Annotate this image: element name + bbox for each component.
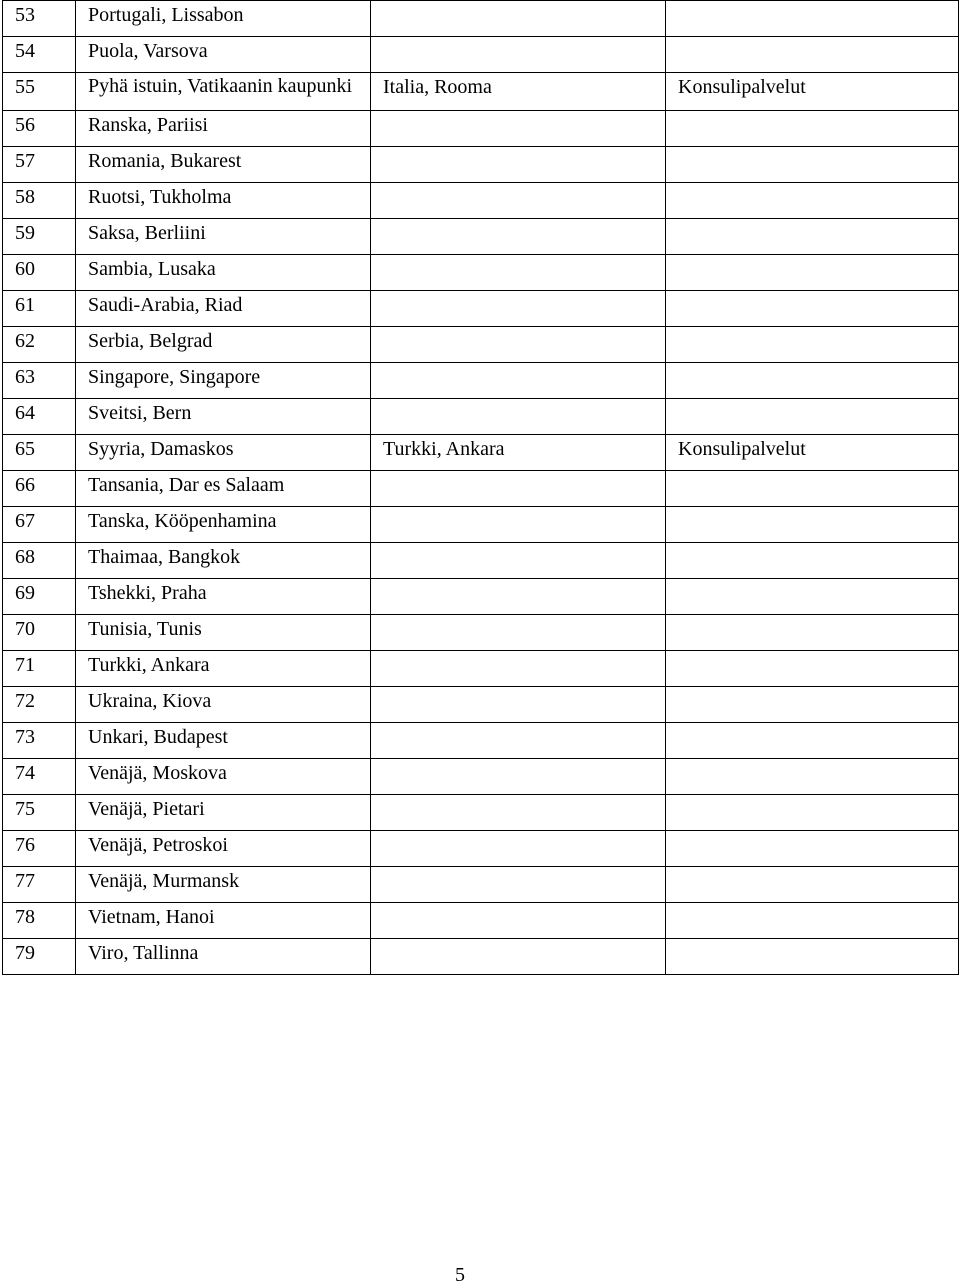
row-number-cell: 71 bbox=[3, 651, 76, 687]
handling-mission-cell bbox=[371, 471, 666, 507]
embassy-table-body bbox=[3, 1, 959, 975]
embassy-location-cell: Sveitsi, Bern bbox=[76, 399, 371, 435]
service-cell bbox=[666, 183, 959, 219]
service-cell bbox=[666, 111, 959, 147]
table-row bbox=[3, 831, 959, 867]
handling-mission-cell: Italia, Rooma bbox=[371, 73, 666, 111]
handling-mission-cell bbox=[371, 831, 666, 867]
row-number-cell: 76 bbox=[3, 831, 76, 867]
handling-mission-cell bbox=[371, 759, 666, 795]
service-cell bbox=[666, 615, 959, 651]
table-row bbox=[3, 435, 959, 471]
row-number-cell: 61 bbox=[3, 291, 76, 327]
service-cell bbox=[666, 687, 959, 723]
table-row bbox=[3, 903, 959, 939]
service-cell bbox=[666, 291, 959, 327]
handling-mission-cell bbox=[371, 687, 666, 723]
table-row bbox=[3, 327, 959, 363]
handling-mission-cell bbox=[371, 903, 666, 939]
row-number-cell: 58 bbox=[3, 183, 76, 219]
service-cell bbox=[666, 723, 959, 759]
embassy-location-cell: Venäjä, Murmansk bbox=[76, 867, 371, 903]
embassy-location-cell: Romania, Bukarest bbox=[76, 147, 371, 183]
service-cell bbox=[666, 147, 959, 183]
table-row bbox=[3, 795, 959, 831]
handling-mission-cell bbox=[371, 579, 666, 615]
service-cell bbox=[666, 867, 959, 903]
table-row bbox=[3, 255, 959, 291]
embassy-location-cell: Ranska, Pariisi bbox=[76, 111, 371, 147]
row-number-cell: 54 bbox=[3, 37, 76, 73]
embassy-location-cell: Unkari, Budapest bbox=[76, 723, 371, 759]
table-row bbox=[3, 615, 959, 651]
handling-mission-cell bbox=[371, 291, 666, 327]
table-row bbox=[3, 759, 959, 795]
embassy-location-cell: Pyhä istuin, Vatikaanin kaupunki bbox=[76, 73, 371, 111]
embassy-location-cell: Ukraina, Kiova bbox=[76, 687, 371, 723]
handling-mission-cell bbox=[371, 1, 666, 37]
service-cell bbox=[666, 1, 959, 37]
row-number-cell: 65 bbox=[3, 435, 76, 471]
embassy-location-cell: Puola, Varsova bbox=[76, 37, 371, 73]
handling-mission-cell bbox=[371, 327, 666, 363]
service-cell bbox=[666, 471, 959, 507]
row-number-cell: 62 bbox=[3, 327, 76, 363]
handling-mission-cell bbox=[371, 363, 666, 399]
table-row bbox=[3, 291, 959, 327]
embassy-location-cell: Ruotsi, Tukholma bbox=[76, 183, 371, 219]
embassy-location-cell: Syyria, Damaskos bbox=[76, 435, 371, 471]
handling-mission-cell bbox=[371, 111, 666, 147]
handling-mission-cell bbox=[371, 219, 666, 255]
row-number-cell: 57 bbox=[3, 147, 76, 183]
row-number-cell: 60 bbox=[3, 255, 76, 291]
table-row bbox=[3, 363, 959, 399]
table-row bbox=[3, 147, 959, 183]
table-row bbox=[3, 1, 959, 37]
handling-mission-cell bbox=[371, 183, 666, 219]
embassy-location-cell: Tshekki, Praha bbox=[76, 579, 371, 615]
table-row bbox=[3, 543, 959, 579]
handling-mission-cell bbox=[371, 147, 666, 183]
embassy-location-cell: Venäjä, Petroskoi bbox=[76, 831, 371, 867]
handling-mission-cell: Turkki, Ankara bbox=[371, 435, 666, 471]
service-cell bbox=[666, 651, 959, 687]
service-cell bbox=[666, 255, 959, 291]
handling-mission-cell bbox=[371, 723, 666, 759]
row-number-cell: 75 bbox=[3, 795, 76, 831]
embassy-location-cell: Turkki, Ankara bbox=[76, 651, 371, 687]
embassy-location-cell: Sambia, Lusaka bbox=[76, 255, 371, 291]
handling-mission-cell bbox=[371, 615, 666, 651]
row-number-cell: 70 bbox=[3, 615, 76, 651]
table-row bbox=[3, 939, 959, 975]
service-cell bbox=[666, 579, 959, 615]
table-row bbox=[3, 579, 959, 615]
page-number: 5 bbox=[455, 1264, 465, 1286]
handling-mission-cell bbox=[371, 37, 666, 73]
embassy-location-cell: Thaimaa, Bangkok bbox=[76, 543, 371, 579]
row-number-cell: 66 bbox=[3, 471, 76, 507]
row-number-cell: 67 bbox=[3, 507, 76, 543]
row-number-cell: 79 bbox=[3, 939, 76, 975]
service-cell bbox=[666, 363, 959, 399]
embassy-location-cell: Saksa, Berliini bbox=[76, 219, 371, 255]
table-row bbox=[3, 651, 959, 687]
embassy-location-cell: Saudi-Arabia, Riad bbox=[76, 291, 371, 327]
handling-mission-cell bbox=[371, 543, 666, 579]
handling-mission-cell bbox=[371, 795, 666, 831]
table-row bbox=[3, 867, 959, 903]
table-row bbox=[3, 183, 959, 219]
handling-mission-cell bbox=[371, 507, 666, 543]
table-row bbox=[3, 37, 959, 73]
handling-mission-cell bbox=[371, 939, 666, 975]
embassy-location-cell: Portugali, Lissabon bbox=[76, 1, 371, 37]
table-row bbox=[3, 687, 959, 723]
row-number-cell: 56 bbox=[3, 111, 76, 147]
row-number-cell: 73 bbox=[3, 723, 76, 759]
service-cell bbox=[666, 399, 959, 435]
service-cell bbox=[666, 903, 959, 939]
row-number-cell: 63 bbox=[3, 363, 76, 399]
handling-mission-cell bbox=[371, 651, 666, 687]
row-number-cell: 68 bbox=[3, 543, 76, 579]
embassy-location-cell: Viro, Tallinna bbox=[76, 939, 371, 975]
embassy-table bbox=[2, 0, 959, 975]
embassy-location-cell: Tunisia, Tunis bbox=[76, 615, 371, 651]
service-cell bbox=[666, 939, 959, 975]
table-row bbox=[3, 73, 959, 111]
service-cell bbox=[666, 219, 959, 255]
table-row bbox=[3, 507, 959, 543]
row-number-cell: 64 bbox=[3, 399, 76, 435]
embassy-location-cell: Serbia, Belgrad bbox=[76, 327, 371, 363]
row-number-cell: 77 bbox=[3, 867, 76, 903]
service-cell bbox=[666, 507, 959, 543]
handling-mission-cell bbox=[371, 867, 666, 903]
row-number-cell: 72 bbox=[3, 687, 76, 723]
table-row bbox=[3, 111, 959, 147]
service-cell bbox=[666, 759, 959, 795]
embassy-location-cell: Tanska, Kööpenhamina bbox=[76, 507, 371, 543]
embassy-location-cell: Venäjä, Pietari bbox=[76, 795, 371, 831]
service-cell bbox=[666, 327, 959, 363]
handling-mission-cell bbox=[371, 399, 666, 435]
embassy-location-cell: Tansania, Dar es Salaam bbox=[76, 471, 371, 507]
row-number-cell: 69 bbox=[3, 579, 76, 615]
row-number-cell: 74 bbox=[3, 759, 76, 795]
service-cell: Konsulipalvelut bbox=[666, 435, 959, 471]
handling-mission-cell bbox=[371, 255, 666, 291]
service-cell: Konsulipalvelut bbox=[666, 73, 959, 111]
service-cell bbox=[666, 543, 959, 579]
service-cell bbox=[666, 37, 959, 73]
embassy-location-cell: Singapore, Singapore bbox=[76, 363, 371, 399]
service-cell bbox=[666, 831, 959, 867]
service-cell bbox=[666, 795, 959, 831]
table-row bbox=[3, 471, 959, 507]
embassy-location-cell: Vietnam, Hanoi bbox=[76, 903, 371, 939]
table-row bbox=[3, 219, 959, 255]
embassy-location-cell: Venäjä, Moskova bbox=[76, 759, 371, 795]
row-number-cell: 59 bbox=[3, 219, 76, 255]
row-number-cell: 55 bbox=[3, 73, 76, 111]
table-row bbox=[3, 399, 959, 435]
row-number-cell: 78 bbox=[3, 903, 76, 939]
table-row bbox=[3, 723, 959, 759]
row-number-cell: 53 bbox=[3, 1, 76, 37]
